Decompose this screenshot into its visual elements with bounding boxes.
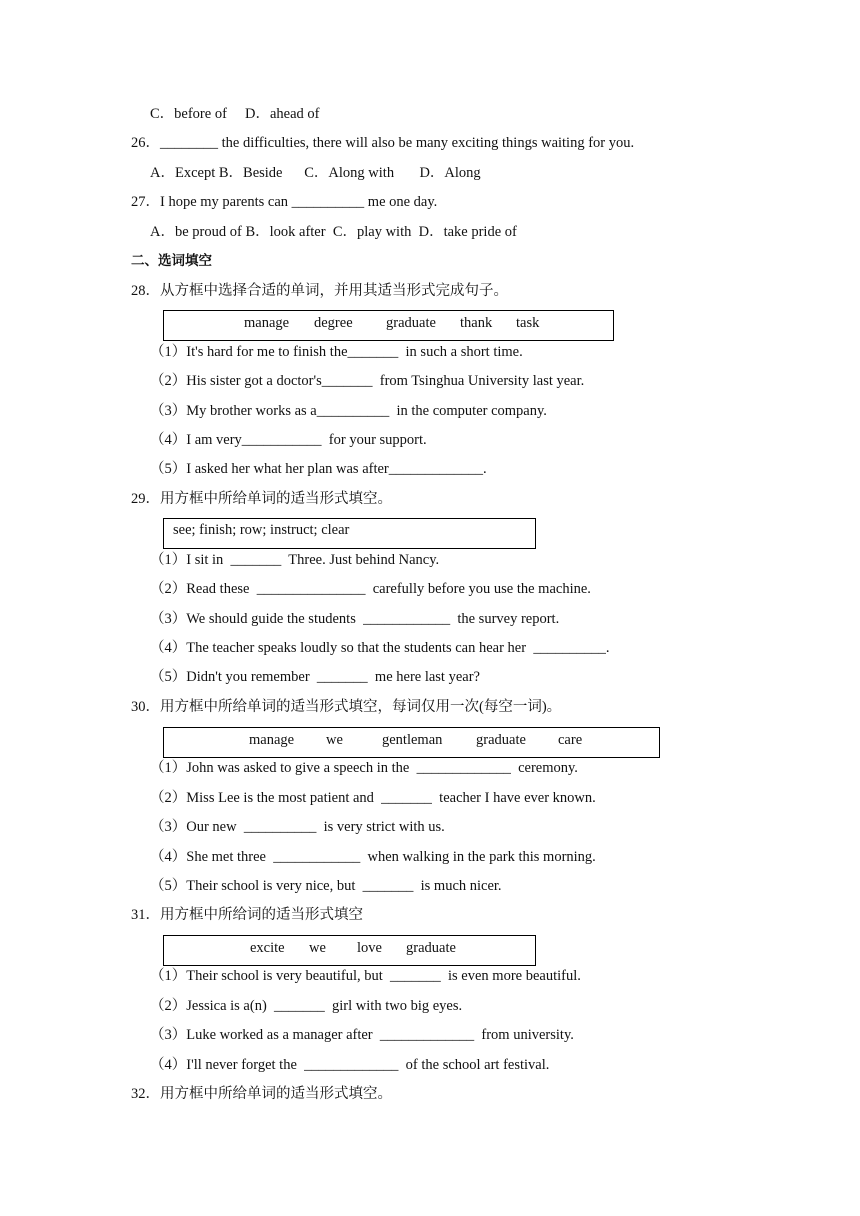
q30-item-2: （2）Miss Lee is the most patient and _______ teacher I have ever known.: [150, 790, 596, 806]
q30-item-4: （4）She met three ____________ when walking in the park this morning.: [150, 849, 596, 865]
word-box-item: graduate: [476, 732, 526, 748]
q31-item-1: （1）Their school is very beautiful, but _______ is even more beautiful.: [150, 968, 581, 984]
section-heading: 二、选词填空: [131, 253, 212, 269]
q30-item-3: （3）Our new __________ is very strict with us.: [150, 819, 445, 835]
q31-word-box: [163, 935, 536, 966]
q29-item-3: （3）We should guide the students ____________ the survey report.: [150, 611, 560, 627]
q28-word-box: [163, 310, 614, 341]
word-box-item: love: [357, 940, 382, 956]
q28-item-5: （5）I asked her what her plan was after_____________.: [150, 461, 487, 477]
q30-instruction: 30．用方框中所给单词的适当形式填空，每词仅用一次(每空一词)。: [131, 699, 562, 715]
word-box-item: graduate: [406, 940, 456, 956]
q25-options-cd: C．before of D．ahead of: [150, 106, 320, 122]
word-box-item: we: [309, 940, 326, 956]
q26-options: A．Except B．Beside C．Along with D．Along: [150, 165, 481, 181]
word-box-item: care: [558, 732, 583, 748]
q28-item-1: （1）It's hard for me to finish the_______ in such a short time.: [150, 344, 523, 360]
q31-item-2: （2）Jessica is a(n) _______ girl with two big eyes.: [150, 998, 463, 1014]
q27-options: A．be proud of B．look after C．play with D．take pride of: [150, 224, 517, 240]
word-box-item: excite: [250, 940, 285, 956]
q27-stem: 27．I hope my parents can __________ me one day.: [131, 194, 438, 210]
q31-item-3: （3）Luke worked as a manager after _____________ from university.: [150, 1027, 574, 1043]
q28-instruction: 28．从方框中选择合适的单词，并用其适当形式完成句子。: [131, 283, 508, 299]
q29-instruction: 29．用方框中所给单词的适当形式填空。: [131, 491, 392, 507]
q30-word-box: [163, 727, 660, 758]
word-box-item: gentleman: [382, 732, 443, 748]
word-box-item: degree: [314, 315, 353, 331]
q28-item-3: （3）My brother works as a__________ in the computer company.: [150, 403, 547, 419]
word-box-item: task: [516, 315, 540, 331]
q31-item-4: （4）I'll never forget the _____________ of the school art festival.: [150, 1057, 550, 1073]
q31-instruction: 31．用方框中所给词的适当形式填空: [131, 907, 363, 923]
q29-word-box: [163, 518, 536, 549]
q29-item-4: （4）The teacher speaks loudly so that the students can hear her __________.: [150, 640, 610, 656]
q32-instruction: 32．用方框中所给单词的适当形式填空。: [131, 1086, 392, 1102]
q30-item-5: （5）Their school is very nice, but _______ is much nicer.: [150, 878, 502, 894]
q26-stem: 26．________ the difficulties, there will also be many exciting things waiting for you.: [131, 135, 635, 151]
q29-item-5: （5）Didn't you remember _______ me here last year?: [150, 669, 480, 685]
q29-item-2: （2）Read these _______________ carefully before you use the machine.: [150, 581, 591, 597]
q28-item-2: （2）His sister got a doctor's_______ from Tsinghua University last year.: [150, 373, 585, 389]
q29-item-1: （1）I sit in _______ Three. Just behind Nancy.: [150, 552, 440, 568]
word-box-item: we: [326, 732, 343, 748]
word-box-item: thank: [460, 315, 493, 331]
word-box-item: graduate: [386, 315, 436, 331]
word-box-item: manage: [244, 315, 290, 331]
word-box-item: manage: [249, 732, 295, 748]
q28-item-4: （4）I am very___________ for your support.: [150, 432, 427, 448]
q30-item-1: （1）John was asked to give a speech in the _____________ ceremony.: [150, 760, 578, 776]
word-box-list: see; finish; row; instruct; clear: [173, 522, 350, 538]
